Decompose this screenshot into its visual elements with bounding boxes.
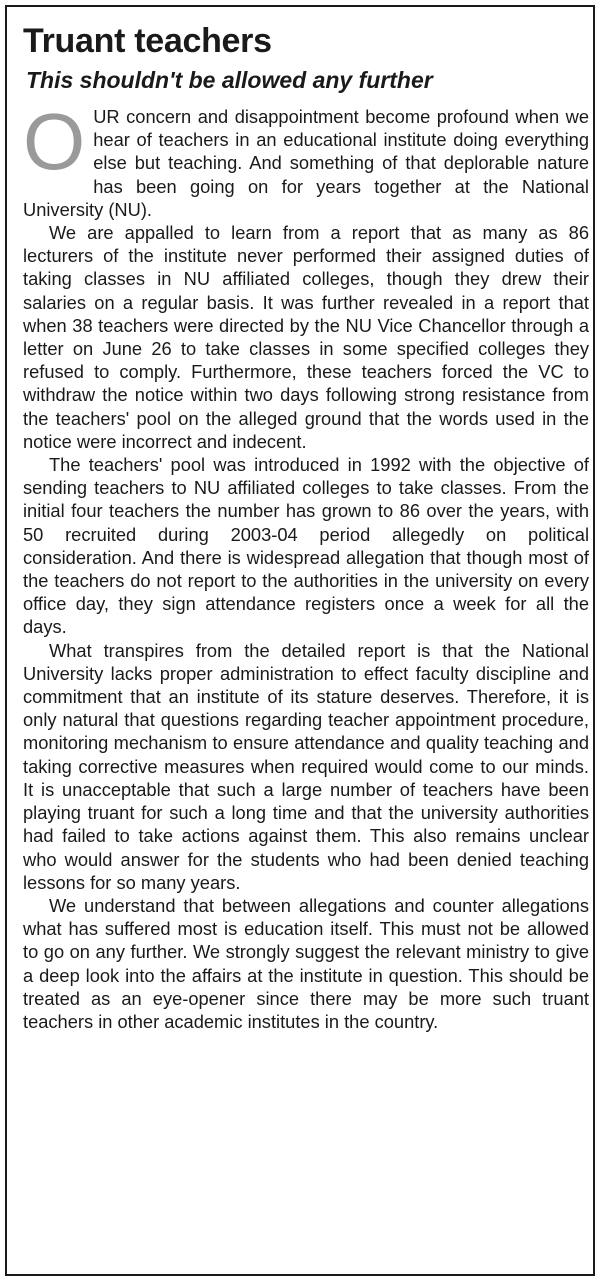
paragraph-1 xyxy=(23,97,589,221)
paragraph-2: We are appalled to learn from a report that as many as 86 lecturers of the institute never performed their assigned duties of taking classes in NU affiliated colleges, though they drew their salaries on a regular basis. It was further revealed in a report that when 38 teachers were directed by the NU Vice Chancellor through a letter on June 26 to take classes in some specified colleges they refused to comply. Furthermore, these teachers forced the VC to withdraw the notice within two days following strong resistance from the teachers' pool on the alleged ground that the words used in the notice were incorrect and indecent. xyxy=(23,222,589,452)
paragraph-1-text: UR concern and disappointment become profound when we hear of teachers in an educational institute doing everything else but teaching. And something of that deplorable nature has been going on for years together at the National University (NU). xyxy=(23,106,589,220)
headline: Truant teachers xyxy=(23,22,272,60)
article-body xyxy=(23,97,589,1033)
subheadline: This shouldn't be allowed any further xyxy=(26,67,433,93)
paragraph-4: What transpires from the detailed report is that the National University lacks proper administration to effect faculty discipline and commitment that an institute of its stature deserves. Therefore, it is only natural that questions regarding teacher appointment procedure, monitoring mechanism to ensure attendance and quality teaching and taking corrective measures when required would come to our minds. It is unacceptable that such a large number of teachers have been playing truant for such a long time and that the university authorities had failed to take actions against them. This also remains unclear who would answer for the students who had been denied teaching lessons for so many years. xyxy=(23,639,589,893)
paragraph-3: The teachers' pool was introduced in 1992 with the objective of sending teachers to NU affiliated colleges to take classes. From the initial four teachers the number has grown to 86 over the years, with 50 recruited during 2003-04 period allegedly on political consideration. And there is widespread allegation that though most of the teachers do not report to the authorities in the university on every office day, they sign attendance registers once a week for all the days. xyxy=(23,454,589,638)
editorial-frame xyxy=(5,5,595,1276)
drop-cap: O xyxy=(23,97,86,186)
paragraph-5: We understand that between allegations and counter allegations what has suffered most is education itself. This must not be allowed to go on any further. We strongly suggest the relevant ministry to give a deep look into the affairs at the institute in question. This should be treated as an eye-opener since there may be more such truant teachers in other academic institutes in the country. xyxy=(23,894,589,1032)
